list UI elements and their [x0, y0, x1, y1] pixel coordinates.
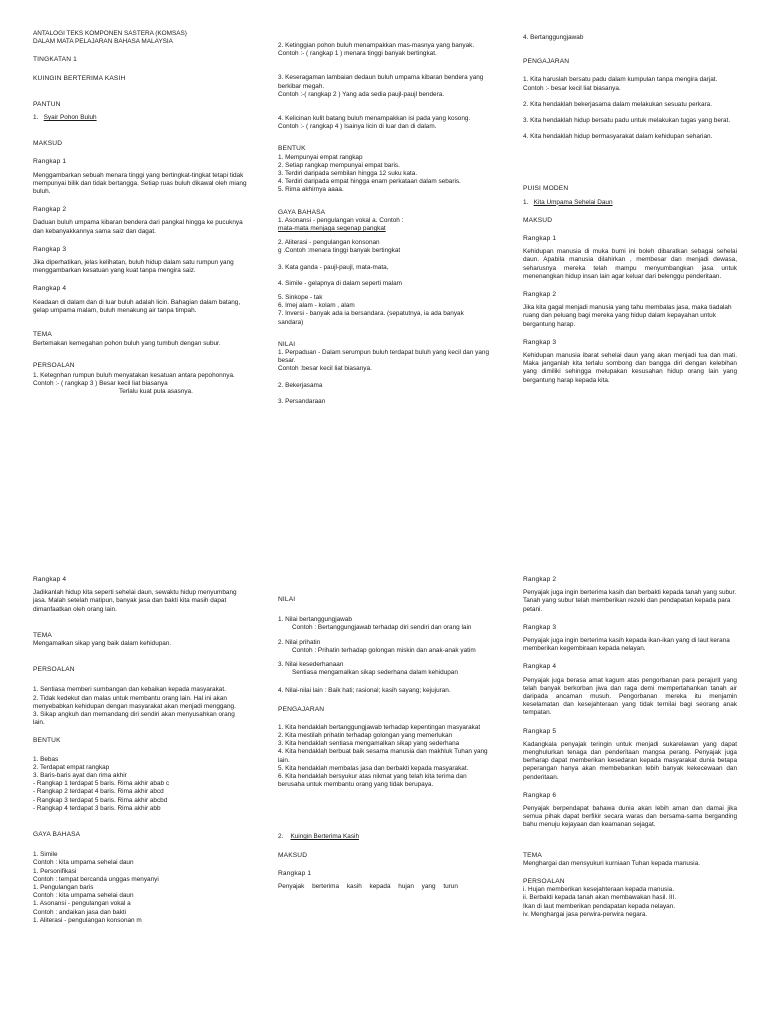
- puisi-maksud-heading: MAKSUD: [523, 216, 553, 224]
- rangkap-4-heading: Rangkap 4: [33, 285, 67, 293]
- puisi-title-line: 1. Kita Umpama Sehelai Daun: [523, 198, 613, 206]
- p2-pengajaran-item-4: 4. Kita hendaklah berbuat baik sesama manusia dan makhluk Tuhan yang lain.: [278, 748, 488, 764]
- nilai-item-1: 1. Perpaduan - Dalam serumpun buluh terdapat buluh yang kecil dan yang besar.: [278, 349, 490, 365]
- pantun-title: Syair Pohon Buluh: [43, 114, 97, 122]
- p2-c3-rangkap-6-heading: Rangkap 6: [523, 791, 557, 799]
- puisi-title: Kita Umpama Sehelai Daun: [533, 198, 613, 206]
- gaya-item-1-example: mata-mata menjaga segenap pangkat: [278, 225, 386, 233]
- gaya-item-2: 2. Aliterasi - pengulangan konsonan: [278, 239, 380, 247]
- puisi-rangkap-2-text: Jika kita gagal menjadi manusia yang tahu membalas jasa, maka tiadalah ruang dan peluang bagi mereka yang hidup dalam kepayahan untuk bergantung harap.: [523, 304, 732, 328]
- gaya-item-4: 4. Simile - gelapnya di dalam seperti malam: [278, 279, 402, 287]
- nilai-item-2: 2. Bekerjasama: [278, 381, 323, 389]
- pengajaran-item-1-example: Contoh :- besar kecil liat biasanya.: [523, 84, 621, 92]
- rangkap-3-heading: Rangkap 3: [33, 245, 67, 253]
- p2-tema-heading: TEMA: [33, 631, 52, 639]
- pengajaran-heading: PENGAJARAN: [523, 58, 570, 66]
- p2-c3-persoalan-heading: PERSOALAN: [523, 878, 565, 886]
- p2-poem-title: Kuingin Berterima Kasih: [290, 833, 360, 841]
- p2-c3-rangkap-4-text: Penyajak juga berasa amat kagum atas pengorbanan para perajurit yang telah banyak berkorban jiwa dan raga demi mempertahankan tanah air daripada ancaman musuh. Pengorbanan mereka itu menjamin keselamatan dan kesejahteraan yang tidak ternilai bagi seorang anak tempatan.: [523, 676, 737, 717]
- p2-bentuk-heading: BENTUK: [33, 737, 61, 745]
- doc-title-line-1: ANTALOGI TEKS KOMPONEN SASTERA (KOMSAS): [33, 30, 187, 37]
- maksud-heading: MAKSUD: [33, 140, 63, 148]
- p2-rangkap-4-text: Jadikanlah hidup kita seperti sehelai daun, sewaktu hidup menyumbang jasa. Malah setelah matipun, banyak jasa dan bakti kita masih dapat dimanfaatkan oleh orang lain.: [33, 589, 237, 613]
- p2-maksud-heading: MAKSUD: [278, 851, 308, 859]
- p2-nilai-heading: NILAI: [278, 596, 296, 603]
- p2-nilai-item-3-example: Sentiasa mengamalkan sikap sederhana dalam kehidupan: [292, 669, 458, 677]
- p2-bentuk-rima-2: - Rangkap 2 terdapat 4 baris. Rima akhir abcd: [33, 788, 164, 796]
- p2-gaya-item-6: Contoh : kita umpama sehelai daun: [33, 892, 134, 900]
- p2-c3-persoalan-item-3: Ikan di laut memberikan pendapatan kepada nelayan.: [523, 902, 676, 910]
- p2-persoalan-heading: PERSOALAN: [33, 666, 75, 674]
- p2-c3-rangkap-6-text: Penyajak berpendapat bahawa dunia akan lebih aman dan damai jika semua pihak dapat berfikir secara waras dan bersama-sama berganding bahu menuju kejayaan dan keamanan sejagat.: [523, 805, 737, 829]
- puisi-rangkap-2-heading: Rangkap 2: [523, 291, 557, 299]
- p2-pengajaran-item-1: 1. Kita hendaklah bertanggungjawab terhadap kepentingan masyarakat: [278, 723, 481, 731]
- gaya-item-7: 7. Inversi - banyak ada ia bersandara. (sepatutnya, ia ada banyak sandara): [278, 310, 464, 326]
- tema-heading: TEMA: [33, 331, 52, 339]
- p2-c3-rangkap-5-text: Kadangkala penyajak teringin untuk menjadi sukarelawan yang dapat menghulurkan tenaga dan penderitaan mangsa perang. Penyajak juga berharap dapat memberikan kesedaran kepada masyarakat dunia betapa peperangan hanya akan membebankan lebih banyak kekecewaan dan penderitaan.: [523, 740, 737, 781]
- p2-c3-rangkap-3-heading: Rangkap 3: [523, 623, 557, 631]
- rangkap-1-text: Menggambarkan sebuah menara tinggi yang bertingkat-tingkat tetapi tidak mempunyai bilik dan tidak bertangga. Setiap ruas buluh dikawal oleh miang buluh.: [33, 171, 247, 196]
- pantun-heading: PANTUN: [33, 100, 61, 108]
- p2-nilai-item-2-example: Contoh : Prihatin terhadap golongan miskin dan anak-anak yatim: [292, 646, 476, 654]
- rangkap-4-text: Keadaan di dalam dan di luar buluh adalah licin. Bahagian dalam batang, gelap umpama malam, buluh menakung air tanpa timpah.: [33, 298, 241, 314]
- p2-gaya-item-8: Contoh : andaikan jasa dan bakti: [33, 908, 127, 916]
- persoalan-item-2-example: Contoh :- ( rangkap 1 ) menara tinggi banyak bertingkat.: [278, 50, 437, 58]
- p2-c3-rangkap-4-heading: Rangkap 4: [523, 663, 557, 671]
- p2-nilai-item-2: 2. Nilai prihatin: [278, 638, 321, 646]
- rangkap-1-heading: Rangkap 1: [33, 158, 67, 166]
- p2-bentuk-item-3: 3. Baris-baris ayat dan rima akhir: [33, 772, 127, 780]
- puisi-rangkap-1-text: Kehidupan manusia di muka bumi ini boleh dibaratkan sebagai sehelai daun. Apabila manusia dilahirkan , membesar dan menjadi dewasa, seharusnya mereka telah mampu menyumbangkan jasa untuk menenangkan hidup insan lain agar keluar dari belenggu penderitaan.: [523, 248, 737, 280]
- gaya-item-2-example: g .Contoh :menara tinggi banyak bertingkat: [278, 247, 401, 255]
- p2-nilai-item-3: 3. Nilai kesederhanaan: [278, 661, 344, 669]
- p2-bentuk-item-1: 1. Bebas: [33, 755, 59, 763]
- p2-persoalan-item-2: 2. Tidak kedekut dan malas untuk membantu orang lain. Hal ini akan menyebabkan kehidupan dengan masyarakat akan menjadi menggang.: [33, 694, 236, 710]
- bentuk-item-1: 1. Mempunyai empat rangkap: [278, 153, 363, 161]
- persoalan-item-3: 3. Keseragaman lambaian dedaun buluh umpama kibaran bendera yang berkibar megah.: [278, 74, 484, 90]
- p2-gaya-item-9: 1. Aliterasi - pengulangan konsonan m: [33, 916, 142, 924]
- pengajaran-item-2: 2. Kita hendaklah bekerjasama dalam melakukan sesuatu perkara.: [523, 100, 712, 108]
- p2-c3-tema-heading: TEMA: [523, 851, 542, 859]
- persoalan-item-3-example: Contoh :-( rangkap 2 ) Yang ada sedia paujl-paujl bendera.: [278, 90, 445, 98]
- p2-rangkap-4-heading: Rangkap 4: [33, 576, 67, 583]
- rangkap-2-text: Daduan buluh umpama kibaran bendera dari pangkal hingga ke pucuknya dan kebanyakkannya sama saiz dan dagat.: [33, 219, 243, 235]
- p2-pengajaran-item-2: 2. Kita mestilah prihatin terhadap golongan yang memerlukan: [278, 732, 453, 740]
- bentuk-item-5: 5. Rima akhirnya aaaa.: [278, 186, 344, 194]
- p2-nilai-item-1-example: Contoh : Bertanggungjawab terhadap diri sendiri dan orang lain: [292, 624, 472, 632]
- p2-poem-title-line: 2. Kuingin Berterima Kasih: [278, 833, 360, 841]
- nilai-heading: NILAI: [278, 340, 296, 348]
- persoalan-heading: PERSOALAN: [33, 362, 75, 370]
- p2-pengajaran-item-3: 3. Kita hendaklah sentiasa mengamalkan sikap yang sederhana: [278, 740, 460, 748]
- pengajaran-item-4: 4. Kita hendaklah hidup bermasyarakat dalam kehidupan seharian.: [523, 133, 713, 141]
- p2-c3-persoalan-item-1: i. Hujan memberikan kesejahteraan kepada manusia.: [523, 886, 674, 894]
- p2-gaya-item-4: Contoh : tempat bercanda unggas menyanyi: [33, 875, 159, 883]
- p2-pengajaran-item-5: 5. Kita hendaklah membalas jasa dan berbakti kepada masyarakat.: [278, 764, 469, 772]
- pengajaran-item-1: 1. Kita haruslah bersatu padu dalam kumpulan tanpa mengira darjat.: [523, 76, 718, 84]
- persoalan-item-1-example: Contoh :- ( rangkap 3 ) Besar kecil liat biasanya: [33, 379, 168, 387]
- p2-c3-tema-text: Menghargai dan mensyukuri kurniaan Tuhan kepada manusia.: [523, 859, 700, 867]
- nilai-item-1-example: Contoh :besar kecil liat biasanya.: [278, 365, 372, 373]
- p2-c3-rangkap-5-heading: Rangkap 5: [523, 727, 557, 735]
- puisi-rangkap-3-heading: Rangkap 3: [523, 338, 557, 346]
- nilai-item-4: 4. Bertanggungjawab: [523, 34, 584, 41]
- gaya-item-5: 5. Sinkope - tak: [278, 294, 323, 302]
- p2-bentuk-rima-3: - Rangkap 3 terdapat 5 baris. Rima akhir abcbd: [33, 796, 168, 804]
- p2-bentuk-rima-1: - Rangkap 1 terdapat 5 baris. Rima akhir abab c: [33, 780, 170, 788]
- p2-c3-rangkap-2-text: Penyajak juga ingin berterima kasih dan berbakti kepada tanah yang subur. Tanah yang subur telah memberikan rezeki dan pendapatan kepada para petani.: [523, 589, 737, 613]
- p2-nilai-item-4: 4. Nilai-nilai lain : Baik hati; rasional; kasih sayang; kejujuran.: [278, 687, 451, 695]
- tingkatan-label: TINGKATAN 1: [33, 56, 77, 64]
- bentuk-item-2: 2. Setiap rangkap mempunyai empat baris.: [278, 161, 400, 169]
- persoalan-item-1-example-2: Terlalu kuat pula asasnya.: [119, 388, 193, 396]
- page1-column-1: [33, 30, 248, 396]
- p2-nilai-item-1: 1. Nilai bertanggungjawab: [278, 616, 352, 624]
- page1-column-2: [278, 42, 490, 412]
- p2-gaya-item-2: Contoh : kita umpama sehelai daun: [33, 859, 134, 867]
- gaya-item-3: 3. Kata ganda - paujl-paujl, mata-mata,: [278, 263, 389, 271]
- page2-column-1: [33, 576, 248, 925]
- p2-gaya-item-5: 1. Pengulangan baris: [33, 884, 94, 892]
- p2-rangkap-1-heading: Rangkap 1: [278, 869, 312, 877]
- persoalan-item-2: 2. Ketinggian pohon buluh menampakkan mas-masnya yang banyak.: [278, 42, 475, 49]
- pantun-title-line: 1. Syair Pohon Buluh: [33, 114, 97, 122]
- page1-column-3: [523, 34, 737, 391]
- gaya-item-6: 6. Imej alam - kolam , alam: [278, 302, 355, 310]
- p2-rangkap-1-text: Penyajak berterima kasih kepada hujan yang turun: [278, 883, 458, 891]
- p2-tema-text: Mengamalkan sikap yang baik dalam kehidupan.: [33, 640, 172, 648]
- page2-column-2: [278, 596, 490, 897]
- persoalan-item-4: 4. Kelicinan kulit batang buluh menampakkan isi pada yang kosong.: [278, 115, 471, 123]
- bentuk-item-3: 3. Terdiri daripada sembilan hingga 12 suku kata.: [278, 170, 418, 178]
- p2-c3-persoalan-item-2: ii. Berbakti kepada tanah akan membawakan hasil. III.: [523, 894, 677, 902]
- p2-bentuk-item-2: 2. Terdapat empat rangkap: [33, 763, 110, 771]
- persoalan-item-4-example: Contoh :- ( rangkap 4 ) Isainya licin di luar dan di dalam.: [278, 123, 437, 131]
- rangkap-3-text: Jika diperhatikan, jelas kelihatan, buluh hidup dalam satu rumpun yang menggambarkan kesatuan yang kuat tanpa mengira saiz.: [33, 259, 234, 275]
- p2-pengajaran-item-6: 6. Kita hendaklah bersyukur atas nikmat yang telah kita terima dan berusaha untuk membantu orang yang tidak berupaya.: [278, 773, 467, 789]
- puisi-moden-heading: PUISI MODEN: [523, 185, 569, 193]
- p2-c3-rangkap-3-text: Penyajak juga ingin berterima kasih kepada ikan-ikan yang di laut kerana memberikan kegembiraan kepada nelayan.: [523, 637, 730, 653]
- nilai-item-3: 3. Persandaraan: [278, 397, 326, 405]
- tema-text: Bertemakan kemegahan pohon buluh yang tumbuh dengan subur.: [33, 340, 221, 348]
- gaya-bahasa-heading: GAYA BAHASA: [278, 208, 326, 216]
- p2-persoalan-item-3: 3. Sikap angkuh dan memandang diri sendiri akan menyusahkan orang lain.: [33, 711, 235, 727]
- bentuk-heading: BENTUK: [278, 145, 306, 153]
- p2-gaya-item-3: 1. Personifikasi: [33, 867, 77, 875]
- bentuk-item-4: 4. Terdiri daripada empat hingga enam perkataan dalam sebaris.: [278, 178, 461, 186]
- p2-bentuk-rima-4: - Rangkap 4 terdapat 3 baris. Rima akhir abb: [33, 804, 161, 812]
- gaya-item-1: 1. Asonansi - pengulangan vokal a. Contoh :: [278, 216, 404, 224]
- p2-gaya-bahasa-heading: GAYA BAHASA: [33, 831, 81, 839]
- p2-gaya-item-7: 1. Asonansi - pengulangan vokal a: [33, 900, 131, 908]
- page2-column-3: [523, 576, 737, 919]
- puisi-rangkap-1-heading: Rangkap 1: [523, 235, 557, 243]
- p2-c3-persoalan-item-4: iv. Menghargai jasa perwira-perwira negara.: [523, 910, 648, 918]
- book-title: KUINGIN BERTERIMA KASIH: [33, 74, 126, 82]
- doc-title-line-2: DALAM MATA PELAJARAN BAHASA MALAYSIA: [33, 38, 173, 46]
- p2-c3-rangkap-2-heading: Rangkap 2: [523, 576, 557, 583]
- persoalan-item-1: 1. Ketegnhan rumpun buluh menyatakan kesatuan antara pepohonnya.: [33, 371, 235, 379]
- rangkap-2-heading: Rangkap 2: [33, 206, 67, 214]
- p2-pengajaran-heading: PENGAJARAN: [278, 705, 325, 713]
- p2-persoalan-item-1: 1. Sentiasa memberi sumbangan dan kebaikan kepada masyarakat.: [33, 686, 226, 694]
- p2-gaya-item-1: 1. Simile: [33, 851, 58, 859]
- puisi-rangkap-3-text: Kehidupan manusia ibarat sehelai daun yang akan menjadi tua dan mati. Maka janganlah kita terlalu sombong dan bangga diri dengan kelebihan yang dimiliki sehingga melupakan kesusahan hidup orang lain yang bergantung harap kepada kita.: [523, 352, 737, 384]
- pengajaran-item-3: 3. Kita hendaklah hidup bersatu padu untuk melakukan tugas yang berat.: [523, 117, 731, 125]
